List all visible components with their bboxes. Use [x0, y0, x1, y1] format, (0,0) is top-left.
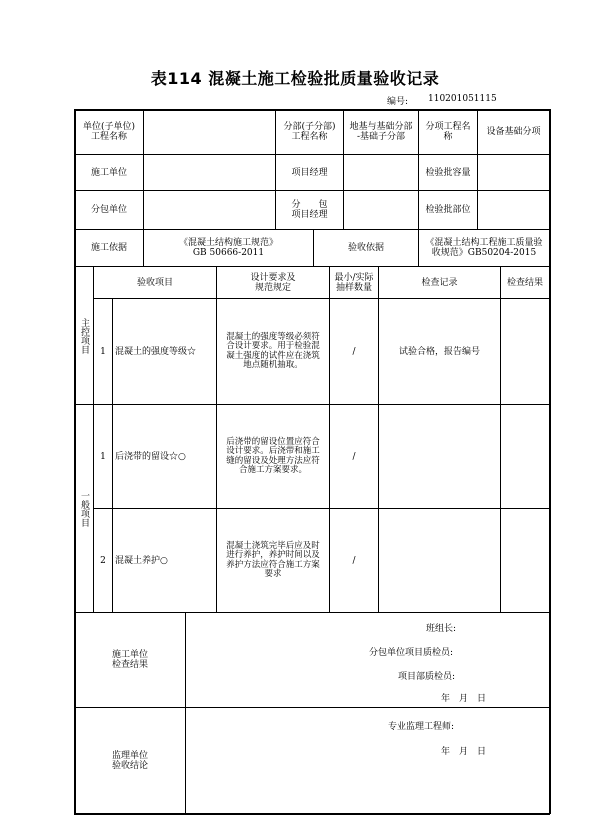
- construction-basis-label: 施工依据: [90, 243, 127, 253]
- page-title: 表114 混凝土施工检验批质量验收记录: [150, 69, 440, 88]
- item-number: 2: [100, 555, 106, 566]
- item-name: 混凝土养护○: [115, 555, 168, 566]
- supervision-date: 年 月 日: [441, 747, 487, 757]
- construction-unit-label: 施工单位: [90, 167, 127, 178]
- construction-date: 年 月 日: [441, 694, 487, 704]
- col-header-sample: 最小/实际 抽样数量: [334, 272, 374, 293]
- item-number: 1: [100, 346, 106, 357]
- item-check-result[interactable]: [501, 509, 549, 612]
- code-value: 110201051115: [428, 94, 497, 104]
- item-name: 后浇带的留设☆○: [115, 451, 186, 462]
- supervision-conclusion-label: 监理单位 验收结论: [111, 750, 148, 771]
- sub-inspector-label: 分包单位项目质检员:: [369, 648, 454, 658]
- item-name: 混凝土的强度等级☆: [115, 346, 197, 357]
- project-inspector-label: 项目部质检员:: [398, 672, 456, 682]
- subcontract-manager-label: 分 包 项目经理: [291, 200, 328, 220]
- division-name-value: 地基与基础分部 -基础子分部: [349, 122, 413, 142]
- col-header-result: 检查结果: [506, 277, 543, 288]
- team-leader-label: 班组长:: [426, 624, 457, 634]
- construction-check-result-label: 施工单位 检查结果: [111, 650, 148, 670]
- item-design-requirement: 混凝土浇筑完毕后应及时 进行养护，养护时间以及 养护方法应符合施工方案 要求: [226, 540, 320, 579]
- batch-capacity-label: 检验批容量: [425, 167, 471, 178]
- general-group-label: 一般项目: [79, 490, 89, 527]
- col-header-item: 验收项目: [136, 277, 173, 288]
- item-sample-count[interactable]: /: [352, 346, 356, 357]
- item-check-result[interactable]: [501, 405, 549, 508]
- code-label: 编号:: [387, 97, 409, 107]
- item-sample-count[interactable]: /: [352, 555, 356, 566]
- item-sample-count[interactable]: /: [352, 451, 356, 462]
- item-check-record[interactable]: [379, 509, 500, 612]
- subitem-name-value: 设备基础分项: [486, 127, 541, 137]
- acceptance-basis-label: 验收依据: [347, 243, 384, 253]
- col-header-record: 检查记录: [421, 277, 458, 288]
- item-check-record[interactable]: [379, 405, 500, 508]
- acceptance-basis-value: 《混凝土结构工程施工质量验 收规范》GB50204-2015: [425, 238, 543, 258]
- project-manager-label: 项目经理: [291, 167, 328, 178]
- col-header-design: 设计要求及 规范规定: [250, 272, 296, 293]
- main-control-group-label: 主控项目: [79, 317, 89, 354]
- supervisor-label: 专业监理工程师:: [388, 722, 455, 732]
- unit-name-value[interactable]: [144, 110, 275, 154]
- subitem-name-label: 分项工程名 称: [425, 122, 471, 142]
- item-design-requirement: 后浇带的留设位置应符合 设计要求。后浇带和施工 缝的留设及处理方法应符 合施工方案要求。: [226, 436, 320, 475]
- construction-basis-value: 《混凝土结构施工规范》 GB 50666-2011: [178, 238, 278, 258]
- division-name-label: 分部(子分部) 工程名称: [283, 122, 336, 142]
- unit-name-label: 单位(子单位) 工程名称: [82, 122, 136, 142]
- item-check-result[interactable]: [501, 299, 549, 404]
- item-number: 1: [100, 451, 106, 462]
- subcontract-unit-label: 分包单位: [90, 205, 127, 215]
- batch-location-label: 检验批部位: [425, 205, 471, 215]
- item-check-record[interactable]: 试验合格，报告编号: [398, 346, 480, 357]
- item-design-requirement: 混凝土的强度等级必须符 合设计要求。用于检验混 凝土强度的试件应在浇筑 地点随机抽取。: [226, 331, 320, 370]
